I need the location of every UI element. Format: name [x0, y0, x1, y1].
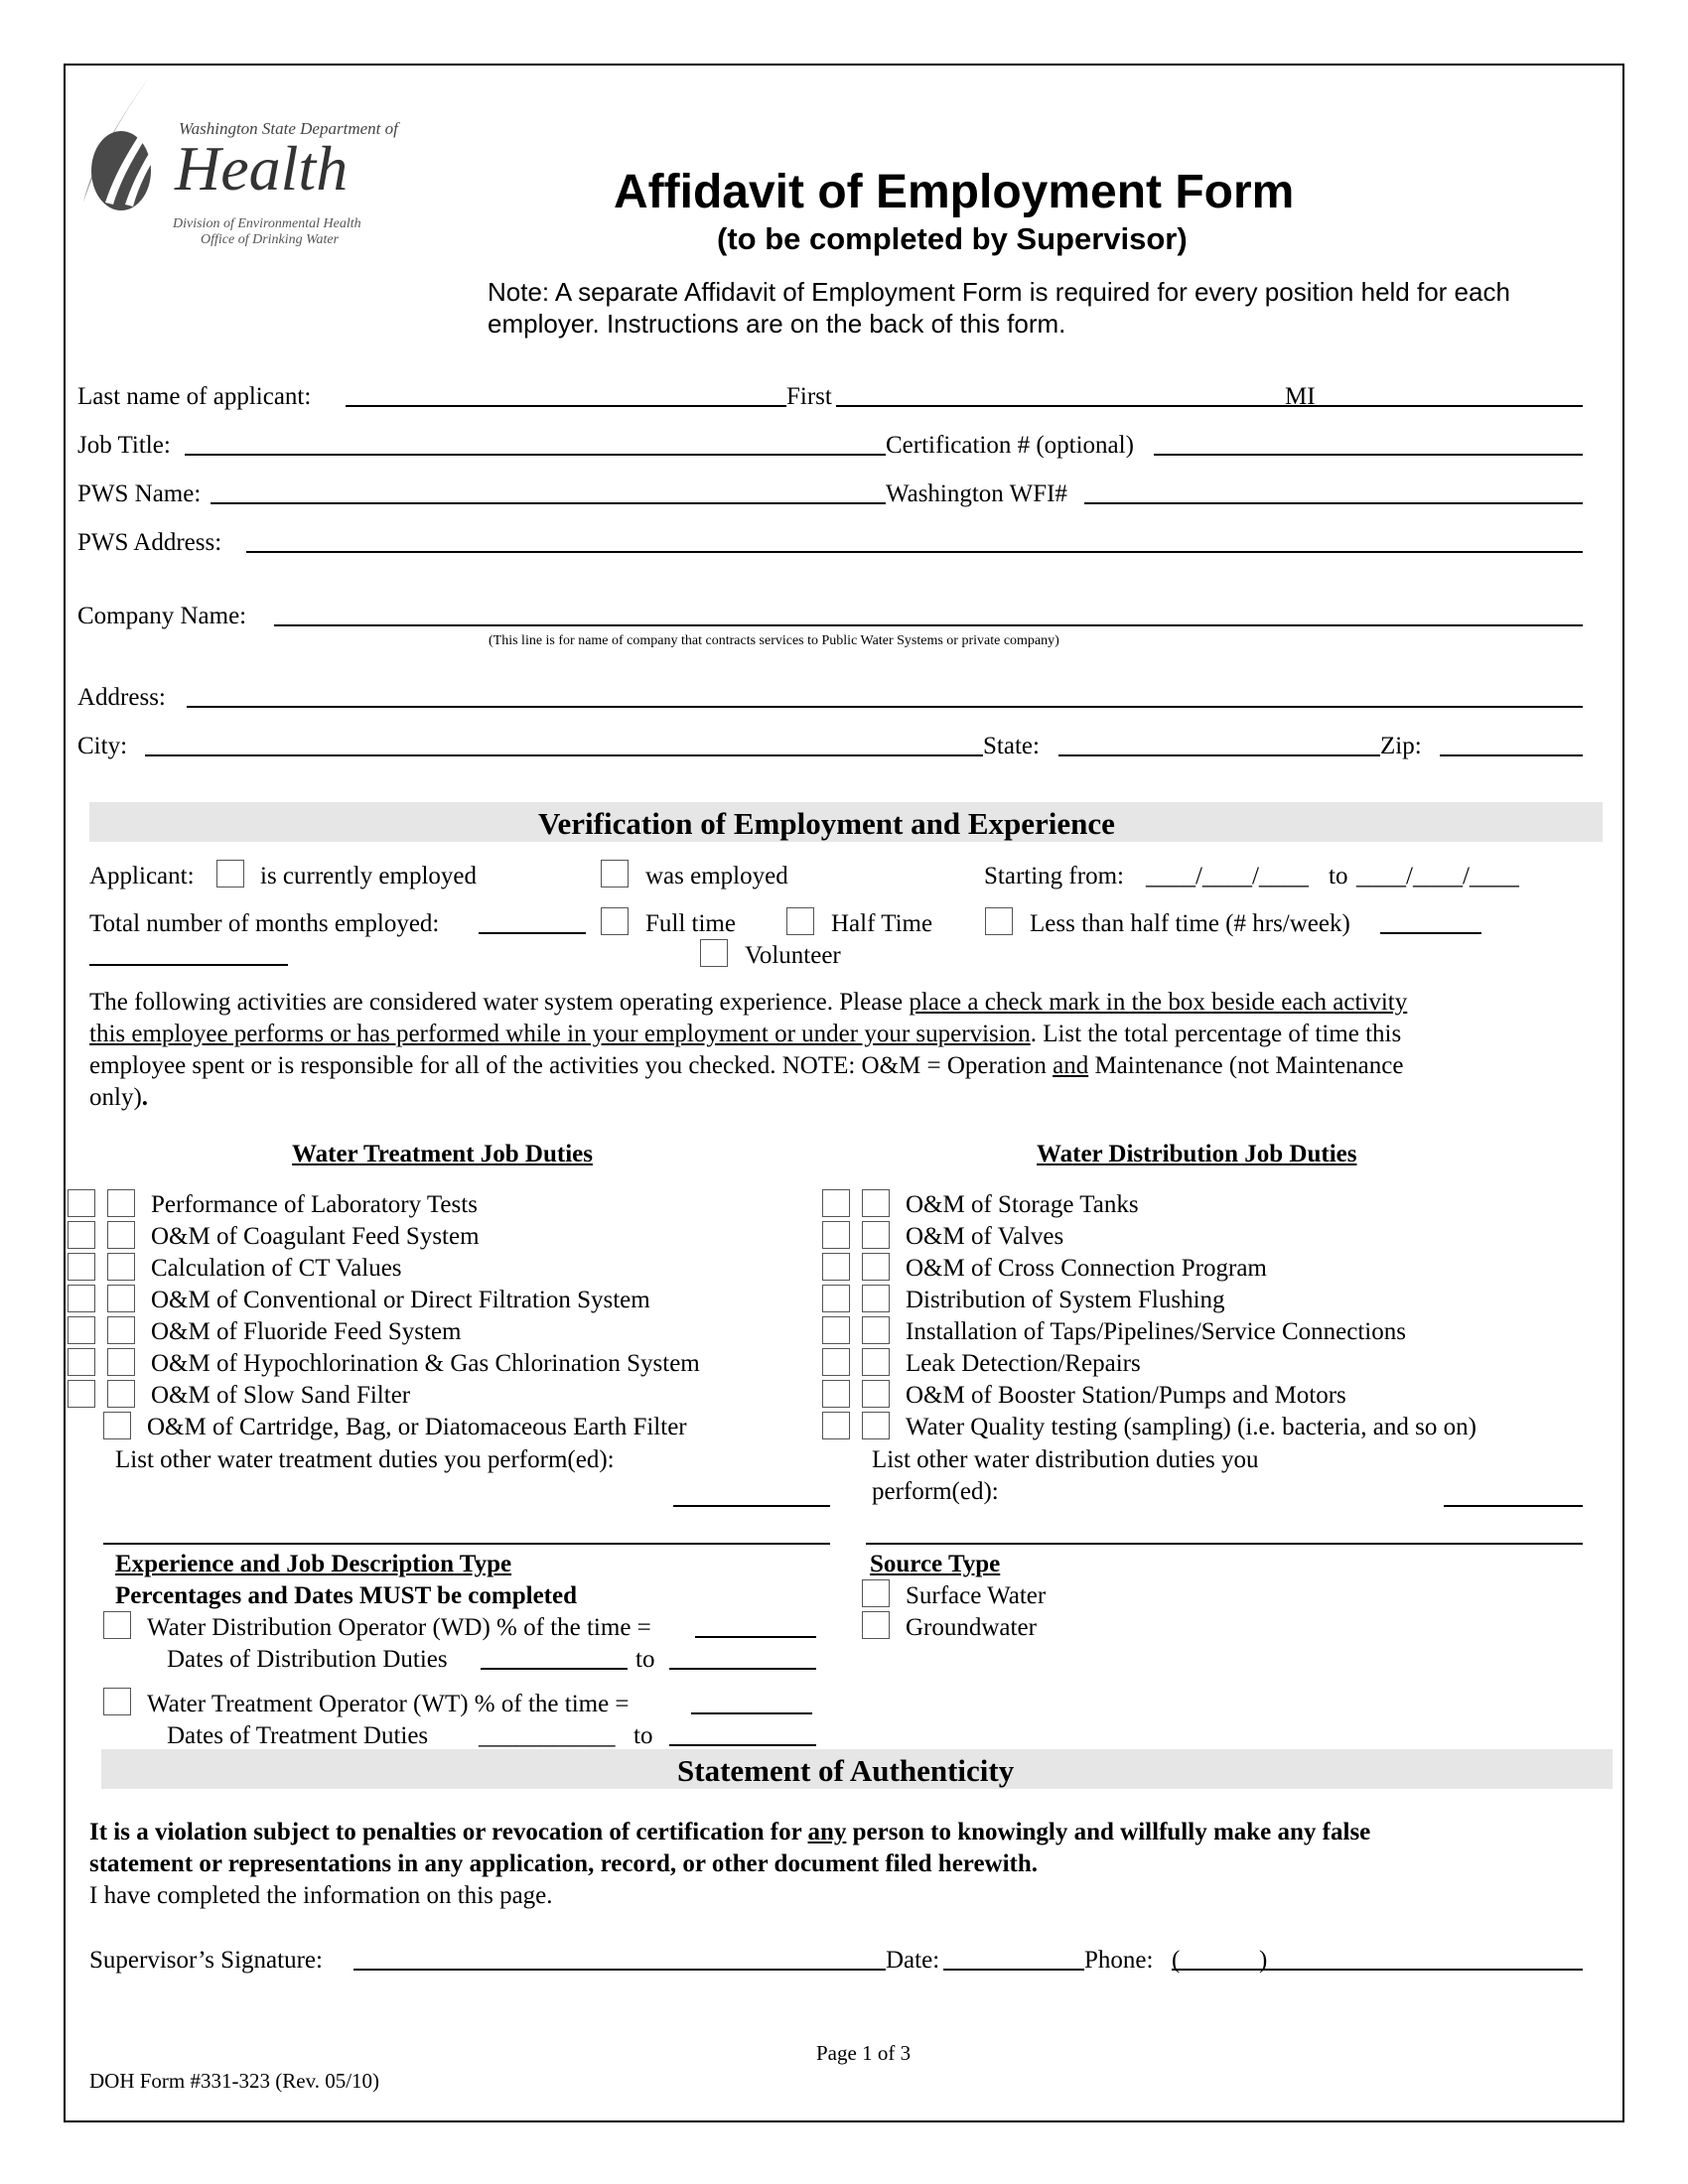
city-field[interactable]: [145, 754, 983, 756]
treatment-checkbox-a[interactable]: [68, 1221, 95, 1249]
wd-date-end-field[interactable]: [669, 1668, 816, 1670]
end-date-field[interactable]: ____/____/____: [1356, 863, 1519, 889]
phone-label: Phone:: [1084, 1947, 1154, 1974]
treatment-other-label: List other water treatment duties you perform(ed):: [115, 1446, 615, 1473]
distribution-item[interactable]: [822, 1189, 1607, 1221]
certification-field[interactable]: [1154, 454, 1583, 456]
phone-field[interactable]: [1172, 1969, 1583, 1971]
page-number: Page 1 of 3: [816, 2041, 912, 2065]
header-note-line2: employer. Instructions are on the back of this form.: [488, 309, 1066, 339]
distribution-checkbox-a[interactable]: [822, 1316, 850, 1344]
para-line3-b: and: [1053, 1052, 1089, 1079]
distribution-checkbox-b[interactable]: [862, 1316, 890, 1344]
distribution-item-label: O&M of Valves: [906, 1223, 1064, 1250]
para-line4-b: .: [141, 1084, 149, 1111]
wt-to-label: to: [633, 1722, 653, 1749]
treatment-item[interactable]: [68, 1412, 822, 1443]
first-name-field[interactable]: [836, 405, 1583, 407]
distribution-checkbox-a[interactable]: [822, 1412, 850, 1439]
wt-checkbox[interactable]: [103, 1688, 131, 1715]
treatment-checkbox-b[interactable]: [107, 1253, 135, 1281]
distribution-item-label: Distribution of System Flushing: [906, 1287, 1225, 1313]
treatment-other-field[interactable]: [103, 1543, 830, 1545]
distribution-checkbox-b[interactable]: [862, 1412, 890, 1439]
company-name-label: Company Name:: [77, 603, 247, 629]
distribution-item-label: Water Quality testing (sampling) (i.e. bacteria, and so on): [906, 1414, 1477, 1440]
half-time-label: Half Time: [831, 910, 933, 937]
treatment-item[interactable]: [68, 1348, 822, 1380]
treatment-item-label: O&M of Cartridge, Bag, or Diatomaceous Earth Filter: [147, 1414, 687, 1440]
distribution-other-label-1: List other water distribution duties you: [872, 1446, 1259, 1473]
signature-field[interactable]: [353, 1969, 886, 1971]
wd-dates-label: Dates of Distribution Duties: [167, 1646, 448, 1673]
was-employed-checkbox[interactable]: [601, 860, 629, 887]
distribution-item-label: Installation of Taps/Pipelines/Service Connections: [906, 1318, 1406, 1345]
first-name-label: First: [786, 383, 832, 410]
address-label: Address:: [77, 684, 166, 711]
date-label: Date:: [886, 1947, 940, 1974]
total-months-field[interactable]: [479, 932, 586, 934]
treatment-item-label: Calculation of CT Values: [151, 1255, 402, 1282]
treatment-checkbox-a[interactable]: [68, 1380, 95, 1408]
treatment-item[interactable]: [68, 1380, 822, 1412]
wt-percent-field[interactable]: [691, 1712, 812, 1714]
distribution-checkbox-b[interactable]: [862, 1285, 890, 1312]
wfi-label: Washington WFI#: [886, 480, 1067, 507]
groundwater-checkbox[interactable]: [862, 1611, 890, 1639]
para-line2-a: this employee performs or has performed while in your employment or under your supervision: [89, 1021, 1031, 1047]
currently-employed-checkbox[interactable]: [216, 860, 244, 887]
source-heading: Source Type: [870, 1551, 1001, 1577]
treatment-item-label: O&M of Coagulant Feed System: [151, 1223, 480, 1250]
logo-division: Division of Environmental Health: [173, 216, 361, 231]
treatment-checkbox-b[interactable]: [107, 1189, 135, 1217]
volunteer-label: Volunteer: [745, 942, 841, 969]
treatment-item[interactable]: [68, 1285, 822, 1316]
treatment-item-label: Performance of Laboratory Tests: [151, 1191, 478, 1218]
less-than-half-label: Less than half time (# hrs/week): [1030, 910, 1350, 937]
pws-address-field[interactable]: [246, 551, 1583, 553]
para-line1-a: The following activities are considered water system operating experience. Please: [89, 989, 910, 1016]
months-continuation-field[interactable]: [89, 964, 288, 966]
treatment-checkbox-b[interactable]: [107, 1380, 135, 1408]
wd-percent-field[interactable]: [695, 1636, 816, 1638]
treatment-checkbox[interactable]: [103, 1412, 131, 1439]
experience-subheading: Percentages and Dates MUST be completed: [115, 1582, 577, 1609]
para-line4-a: only): [89, 1084, 142, 1111]
treatment-item-label: O&M of Conventional or Direct Filtration System: [151, 1287, 650, 1313]
treatment-item-label: O&M of Hypochlorination & Gas Chlorination System: [151, 1350, 700, 1377]
state-field[interactable]: [1058, 754, 1380, 756]
treatment-item[interactable]: [68, 1221, 822, 1253]
state-label: State:: [983, 733, 1040, 759]
zip-field[interactable]: [1440, 754, 1583, 756]
treatment-other-field-short[interactable]: [673, 1505, 830, 1507]
zip-label: Zip:: [1380, 733, 1422, 759]
verification-title: Verification of Employment and Experience: [538, 806, 1115, 841]
wd-to-label: to: [635, 1646, 655, 1673]
total-months-label: Total number of months employed:: [89, 910, 440, 937]
was-employed-label: was employed: [645, 863, 788, 889]
signature-label: Supervisor’s Signature:: [89, 1947, 323, 1974]
distribution-item[interactable]: [822, 1412, 1607, 1443]
logo-agency: Washington State Department of: [179, 119, 398, 138]
treatment-checkbox-a[interactable]: [68, 1189, 95, 1217]
hours-per-week-field[interactable]: [1380, 932, 1481, 934]
city-label: City:: [77, 733, 128, 759]
less-than-half-checkbox[interactable]: [985, 907, 1013, 935]
wd-checkbox[interactable]: [103, 1611, 131, 1639]
phone-open-paren: (: [1172, 1947, 1181, 1974]
para-line3-c: Maintenance (not Maintenance: [1088, 1052, 1404, 1079]
certification-label: Certification # (optional): [886, 432, 1134, 459]
last-name-field[interactable]: [346, 405, 786, 407]
authenticity-line1-a: It is a violation subject to penalties or revocation of certification for: [89, 1819, 808, 1845]
start-date-field[interactable]: ____/____/____: [1146, 863, 1309, 889]
distribution-checkbox-a[interactable]: [822, 1253, 850, 1281]
treatment-item[interactable]: [68, 1316, 822, 1348]
distribution-heading: Water Distribution Job Duties: [1037, 1141, 1357, 1167]
distribution-checkbox-b[interactable]: [862, 1253, 890, 1281]
treatment-checkbox-b[interactable]: [107, 1285, 135, 1312]
header-note-line1: Note: A separate Affidavit of Employment Form is required for every position held for each: [488, 277, 1510, 307]
distribution-item[interactable]: [822, 1380, 1607, 1412]
treatment-item[interactable]: [68, 1189, 822, 1221]
distribution-other-field[interactable]: [866, 1543, 1583, 1545]
wt-dates-label: Dates of Treatment Duties: [167, 1722, 429, 1749]
wfi-field[interactable]: [1084, 502, 1583, 504]
groundwater-label: Groundwater: [906, 1614, 1037, 1641]
currently-employed-label: is currently employed: [260, 863, 477, 889]
treatment-checkbox-b[interactable]: [107, 1316, 135, 1344]
company-name-field[interactable]: [274, 624, 1583, 626]
doh-logo: [73, 73, 398, 250]
authenticity-line1-c: person to knowingly and willfully make any false: [846, 1819, 1371, 1845]
treatment-item-label: O&M of Fluoride Feed System: [151, 1318, 462, 1345]
distribution-checkbox-b[interactable]: [862, 1348, 890, 1376]
authenticity-line1: [89, 1820, 1370, 1844]
authenticity-line1-b: any: [807, 1819, 847, 1845]
applicant-label: Applicant:: [89, 863, 195, 889]
treatment-checkbox-a[interactable]: [68, 1285, 95, 1312]
distribution-list: [822, 1189, 1607, 1447]
job-title-label: Job Title:: [77, 432, 171, 459]
distribution-checkbox-b[interactable]: [862, 1189, 890, 1217]
distribution-checkbox-a[interactable]: [822, 1380, 850, 1408]
distribution-item-label: O&M of Cross Connection Program: [906, 1255, 1267, 1282]
distribution-checkbox-a[interactable]: [822, 1221, 850, 1249]
distribution-item-label: Leak Detection/Repairs: [906, 1350, 1141, 1377]
authenticity-line3: I have completed the information on this page.: [89, 1882, 553, 1909]
distribution-checkbox-b[interactable]: [862, 1380, 890, 1408]
doh-logo-mark-icon: [73, 73, 183, 222]
distribution-item[interactable]: [822, 1348, 1607, 1380]
full-time-label: Full time: [645, 910, 736, 937]
treatment-item[interactable]: [68, 1253, 822, 1285]
mi-label: MI: [1285, 383, 1316, 410]
pws-name-field[interactable]: [211, 502, 886, 504]
company-name-note: (This line is for name of company that contracts services to Public Water Systems or private company): [489, 633, 1059, 648]
job-title-field[interactable]: [185, 454, 886, 456]
address-field[interactable]: [187, 706, 1583, 708]
distribution-checkbox-a[interactable]: [822, 1348, 850, 1376]
page-title: Affidavit of Employment Form: [614, 166, 1295, 218]
treatment-checkbox-b[interactable]: [107, 1221, 135, 1249]
treatment-heading: Water Treatment Job Duties: [292, 1141, 593, 1167]
treatment-checkbox-a[interactable]: [68, 1253, 95, 1281]
page-subtitle: (to be completed by Supervisor): [717, 221, 1188, 256]
full-time-checkbox[interactable]: [601, 907, 629, 935]
treatment-checkbox-a[interactable]: [68, 1348, 95, 1376]
volunteer-checkbox[interactable]: [700, 939, 728, 967]
wt-date-end-field[interactable]: [669, 1744, 816, 1746]
para-line1-b: place a check mark in the box beside each activity: [909, 989, 1408, 1016]
distribution-item[interactable]: [822, 1221, 1607, 1253]
distribution-checkbox-b[interactable]: [862, 1221, 890, 1249]
pws-name-label: PWS Name:: [77, 480, 202, 507]
distribution-item-label: O&M of Booster Station/Pumps and Motors: [906, 1382, 1346, 1409]
treatment-list: [68, 1189, 822, 1447]
distribution-item[interactable]: [822, 1253, 1607, 1285]
distribution-checkbox-a[interactable]: [822, 1189, 850, 1217]
distribution-checkbox-a[interactable]: [822, 1285, 850, 1312]
date-to-label: to: [1329, 863, 1348, 889]
distribution-item[interactable]: [822, 1285, 1607, 1316]
para-line2-b: . List the total percentage of time this: [1030, 1021, 1402, 1047]
half-time-checkbox[interactable]: [786, 907, 814, 935]
authenticity-line2: statement or representations in any application, record, or other document filed herewith.: [89, 1850, 1039, 1877]
authenticity-title: Statement of Authenticity: [677, 1753, 1015, 1788]
starting-from-label: Starting from:: [984, 863, 1124, 889]
distribution-other-field-short[interactable]: [1444, 1505, 1583, 1507]
pws-address-label: PWS Address:: [77, 529, 222, 556]
distribution-item[interactable]: [822, 1316, 1607, 1348]
experience-heading: Experience and Job Description Type: [115, 1551, 512, 1577]
last-name-label: Last name of applicant:: [77, 383, 312, 410]
surface-water-label: Surface Water: [906, 1582, 1047, 1609]
wd-date-start-field[interactable]: [481, 1668, 628, 1670]
distribution-other-label-2: perform(ed):: [872, 1478, 999, 1505]
phone-close-paren: ): [1259, 1947, 1268, 1974]
logo-name: Health: [175, 133, 349, 204]
para-line3-a: employee spent or is responsible for all of the activities you checked. NOTE: O&M = Operation: [89, 1052, 1054, 1079]
form-number: DOH Form #331-323 (Rev. 05/10): [89, 2069, 380, 2093]
distribution-item-label: O&M of Storage Tanks: [906, 1191, 1139, 1218]
wt-date-start-field[interactable]: ___________: [479, 1722, 616, 1749]
instructions-paragraph: [89, 987, 1599, 1114]
logo-office: Office of Drinking Water: [201, 232, 340, 247]
treatment-item-label: O&M of Slow Sand Filter: [151, 1382, 411, 1409]
surface-water-checkbox[interactable]: [862, 1579, 890, 1607]
date-field[interactable]: [943, 1969, 1084, 1971]
treatment-checkbox-a[interactable]: [68, 1316, 95, 1344]
wt-label: Water Treatment Operator (WT) % of the time =: [147, 1691, 630, 1717]
treatment-checkbox-b[interactable]: [107, 1348, 135, 1376]
wd-label: Water Distribution Operator (WD) % of the time =: [147, 1614, 651, 1641]
